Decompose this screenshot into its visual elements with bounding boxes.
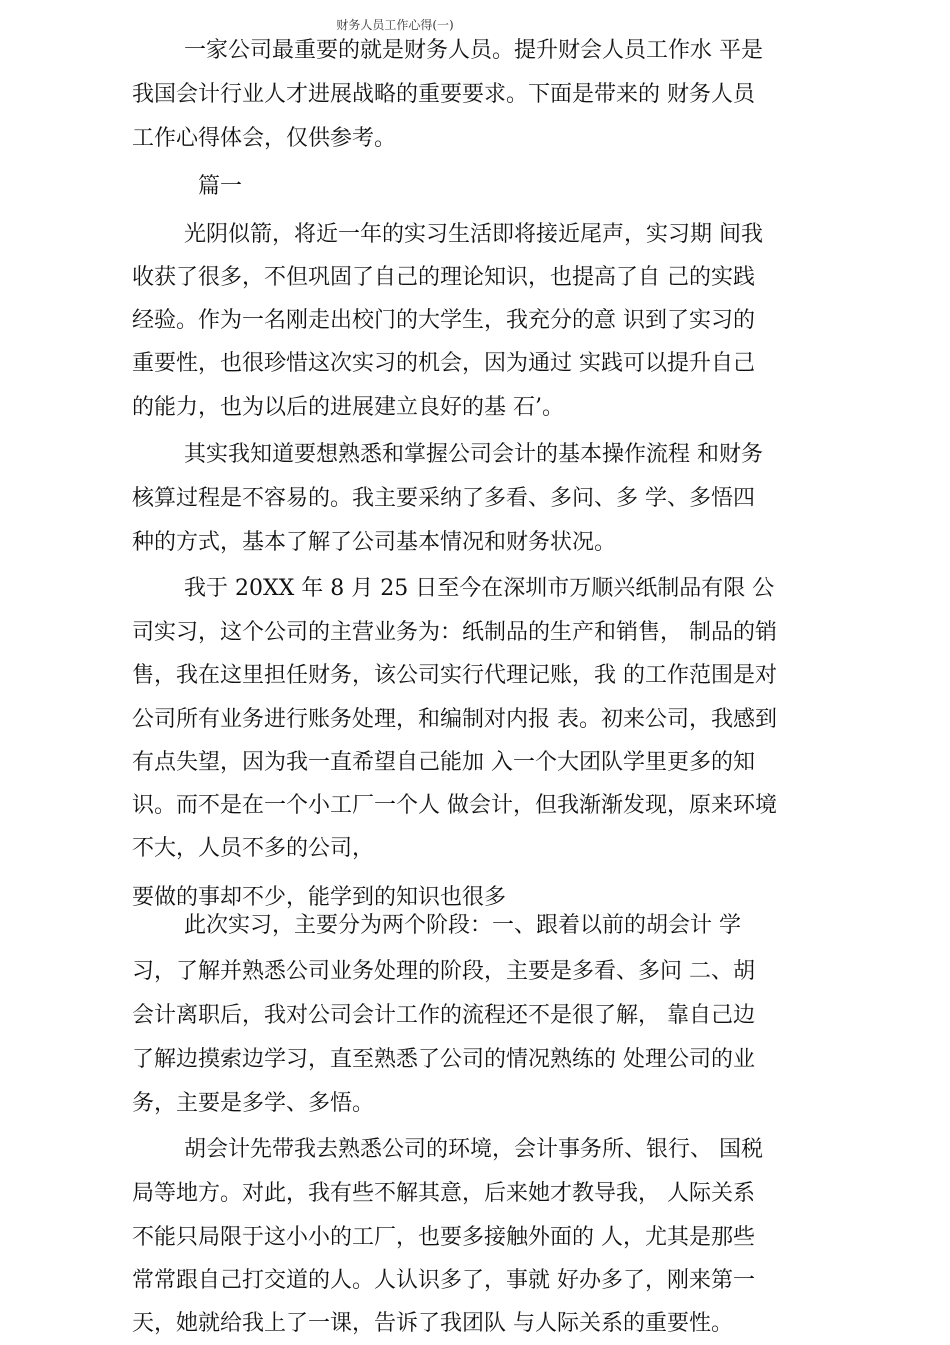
text-line: 胡会计先带我去熟悉公司的环境，会计事务所、银行、 国税 <box>184 1137 763 1162</box>
text-line: 常常跟自己打交道的人。人认识多了，事就 好办多了，刚来第一 <box>132 1268 755 1293</box>
text-line: 了解边摸索边学习，直至熟悉了公司的情况熟练的 处理公司的业 <box>132 1047 755 1072</box>
text-line: 要做的事却不少，能学到的知识也很多 <box>132 885 507 910</box>
text-line: 习，了解并熟悉公司业务处理的阶段，主要是多看、多问 二、胡 <box>132 959 755 984</box>
text-line: 局等地方。对此，我有些不解其意，后来她才教导我， 人际关系 <box>132 1181 755 1206</box>
text-line: 核算过程是不容易的。我主要采纳了多看、多问、多 学、多悟四 <box>132 486 755 511</box>
text-line: 不大，人员不多的公司， <box>132 836 375 861</box>
text-line: 有点失望，因为我一直希望自己能加 入一个大团队学里更多的知 <box>132 750 755 775</box>
text-line: 识。而不是在一个小工厂一个人 做会计，但我渐渐发现，原来环境 <box>132 793 777 818</box>
text-line: 我于 20XX 年 8 月 25 日至今在深圳市万顺兴纸制品有限 公 <box>184 576 775 601</box>
text-line: 务，主要是多学、多悟。 <box>132 1091 375 1116</box>
text-line: 公司所有业务进行账务处理，和编制对内报 表。初来公司，我感到 <box>132 707 777 732</box>
text-line: 不能只局限于这小小的工厂，也要多接触外面的 人，尤其是那些 <box>132 1225 755 1250</box>
text-line: 此次实习，主要分为两个阶段：一、跟着以前的胡会计 学 <box>184 913 741 938</box>
text-line: 种的方式，基本了解了公司基本情况和财务状况。 <box>132 530 617 555</box>
text-line: 一家公司最重要的就是财务人员。提升财会人员工作水 平是 <box>184 38 763 63</box>
text-line: 会计离职后，我对公司会计工作的流程还不是很了解， 靠自己边 <box>132 1003 755 1028</box>
text-line: 收获了很多，不但巩固了自己的理论知识，也提高了自 己的实践 <box>132 265 755 290</box>
section-heading: 篇一 <box>198 174 243 199</box>
text-line: 的能力，也为以后的进展建立良好的基 石’。 <box>132 395 564 420</box>
text-line: 我国会计行业人才进展战略的重要要求。下面是带来的 财务人员 <box>132 82 755 107</box>
text-line: 工作心得体会，仅供参考。 <box>132 126 397 151</box>
page-header: 财务人员工作心得(一) <box>336 18 454 32</box>
text-line: 司实习，这个公司的主营业务为：纸制品的生产和销售， 制品的销 <box>132 620 777 645</box>
text-line: 其实我知道要想熟悉和掌握公司会计的基本操作流程 和财务 <box>184 442 763 467</box>
text-line: 售，我在这里担任财务，该公司实行代理记账，我 的工作范围是对 <box>132 663 777 688</box>
text-line: 天，她就给我上了一课，告诉了我团队 与人际关系的重要性。 <box>132 1311 733 1336</box>
text-line: 重要性，也很珍惜这次实习的机会，因为通过 实践可以提升自己 <box>132 351 755 376</box>
text-line: 经验。作为一名刚走出校门的大学生，我充分的意 识到了实习的 <box>132 308 755 333</box>
text-line: 光阴似箭，将近一年的实习生活即将接近尾声，实习期 间我 <box>184 222 763 247</box>
